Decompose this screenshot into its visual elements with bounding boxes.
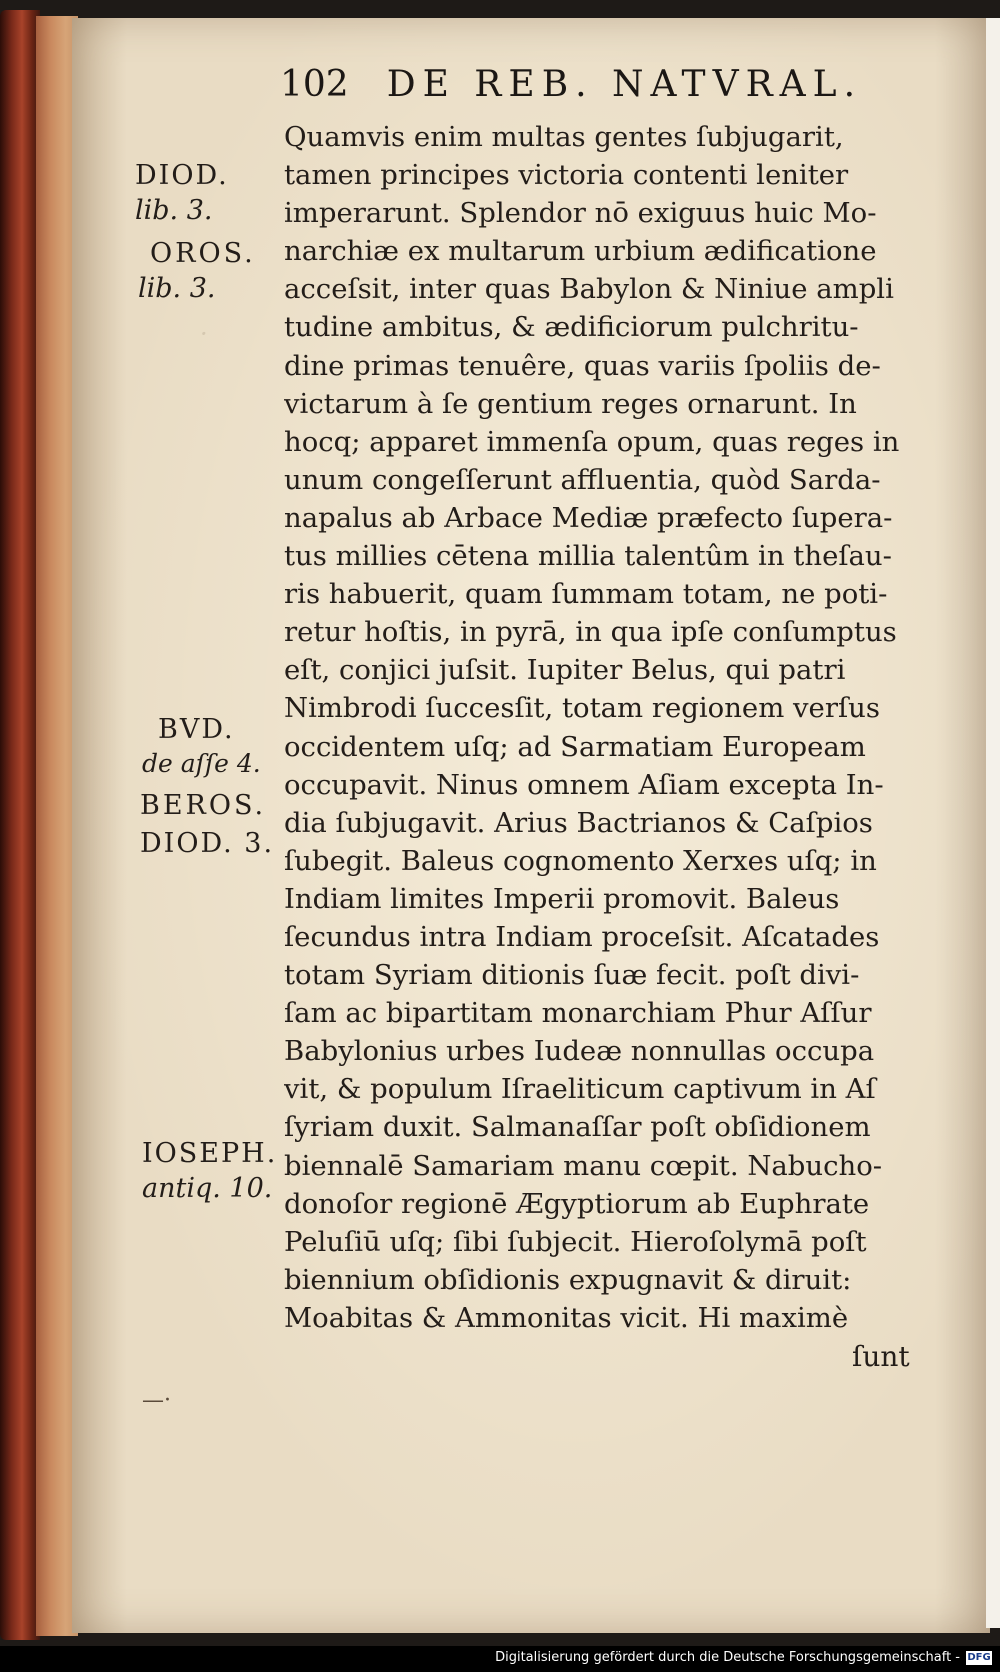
text-line: biennium obſidionis expugnavit & diruit: xyxy=(284,1263,852,1296)
text-line: dia ſubjugavit. Arius Bactrianos & Caſpios xyxy=(284,806,873,839)
show-through-mark: · xyxy=(200,320,208,348)
text-line: Quamvis enim multas gentes ſubjugarit, xyxy=(284,121,844,153)
margin-note-beros xyxy=(140,790,266,821)
text-line: narchiæ ex multarum urbium ædificatione xyxy=(284,235,877,268)
margin-note-main: BVD. xyxy=(158,714,235,745)
text-line: ſecundus intra Indiam proceſsit. Aſcatades xyxy=(284,920,880,953)
digitization-footer xyxy=(0,1646,1000,1672)
catchword: ſunt xyxy=(852,1340,910,1373)
text-line: unum congeſſerunt affluentia, quòd Sarda- xyxy=(284,463,881,496)
book-page-edges xyxy=(0,10,40,1640)
running-header xyxy=(280,64,940,105)
text-line: ſubegit. Baleus cognomento Xerxes uſq; in xyxy=(284,844,877,877)
text-line: dine primas tenuêre, quas variis ſpoliis de- xyxy=(284,349,881,382)
margin-note-bud-de-asse xyxy=(142,714,261,778)
margin-dash-mark: —· xyxy=(142,1388,171,1413)
margin-note-oros-lib3 xyxy=(138,238,256,304)
text-line: biennalē Samariam manu cœpit. Nabucho- xyxy=(284,1149,883,1182)
text-line: donoſor regionē Ægyptiorum ab Euphrate xyxy=(284,1187,870,1220)
text-line: hocq; apparet immenſa opum, quas reges in xyxy=(284,425,900,458)
page-number: 102 xyxy=(280,64,349,105)
margin-note-ioseph-antiq xyxy=(142,1138,277,1204)
margin-note-main: OROS. xyxy=(150,238,256,269)
text-line: ris habuerit, quam ſummam totam, ne poti- xyxy=(284,578,888,611)
text-line: vit, & populum Iſraeliticum captivum in Aſ xyxy=(284,1073,876,1106)
text-line: tus millies cētena millia talentûm in theſau- xyxy=(284,540,892,573)
margin-note-main: DIOD. 3. xyxy=(140,828,275,859)
footer-credit: Digitalisierung gefördert durch die Deutsche Forschungsgemeinschaft - xyxy=(495,1650,960,1665)
margin-note-diod-3 xyxy=(140,828,274,859)
text-line: retur hoſtis, in pyrā, in qua ipſe conſumptus xyxy=(284,616,897,649)
text-line: Nimbrodi ſuccesſit, totam regionem verſus xyxy=(284,692,880,725)
margin-note-diod-lib3 xyxy=(135,160,229,226)
dfg-logo: DFG xyxy=(967,1652,991,1663)
text-line: tamen principes victoria contenti leniter xyxy=(284,159,849,192)
text-line: Indiam limites Imperii promovit. Baleus xyxy=(284,882,840,915)
margin-note-sub: antiq. 10. xyxy=(142,1173,273,1204)
text-line: Peluſiū uſq; ſibi ſubjecit. Hieroſolymā poſt xyxy=(284,1225,867,1258)
text-line: occidentem uſq; ad Sarmatiam Europeam xyxy=(284,730,866,763)
text-line: imperarunt. Splendor nō exiguus huic Mo- xyxy=(284,197,877,230)
margin-note-main: BEROS. xyxy=(140,790,267,821)
text-line: acceſsit, inter quas Babylon & Niniue ampli xyxy=(284,273,894,306)
text-line: eſt, conjici juſsit. Iupiter Belus, qui patri xyxy=(284,654,846,687)
text-line: victarum à ſe gentium reges ornarunt. In xyxy=(284,387,857,420)
text-line: Babylonius urbes Iudeæ nonnullas occupa xyxy=(284,1035,875,1068)
body-text xyxy=(284,118,920,1337)
margin-note-main: DIOD. xyxy=(135,160,229,191)
text-line: tudine ambitus, & ædificiorum pulchritu- xyxy=(284,311,859,344)
margin-note-sub: lib. 3. xyxy=(135,195,213,226)
text-line: occupavit. Ninus omnem Aſiam excepta In- xyxy=(284,768,884,801)
text-line: ſyriam duxit. Salmanaſſar poſt obſidionem xyxy=(284,1111,871,1144)
text-line: napalus ab Arbace Mediæ præfecto ſupera- xyxy=(284,501,893,534)
text-line: totam Syriam ditionis ſuæ fecit. poſt divi- xyxy=(284,959,860,992)
text-line: ſam ac bipartitam monarchiam Phur Aſſur xyxy=(284,997,872,1030)
margin-note-main: IOSEPH. xyxy=(142,1138,278,1169)
scan-margin-strip xyxy=(986,18,1000,1628)
running-title: DE REB. NATVRAL. xyxy=(386,64,863,105)
text-line: Moabitas & Ammonitas vicit. Hi maximè xyxy=(284,1301,849,1334)
margin-note-sub: lib. 3. xyxy=(138,273,216,304)
margin-note-sub: de aſſe 4. xyxy=(142,749,261,778)
